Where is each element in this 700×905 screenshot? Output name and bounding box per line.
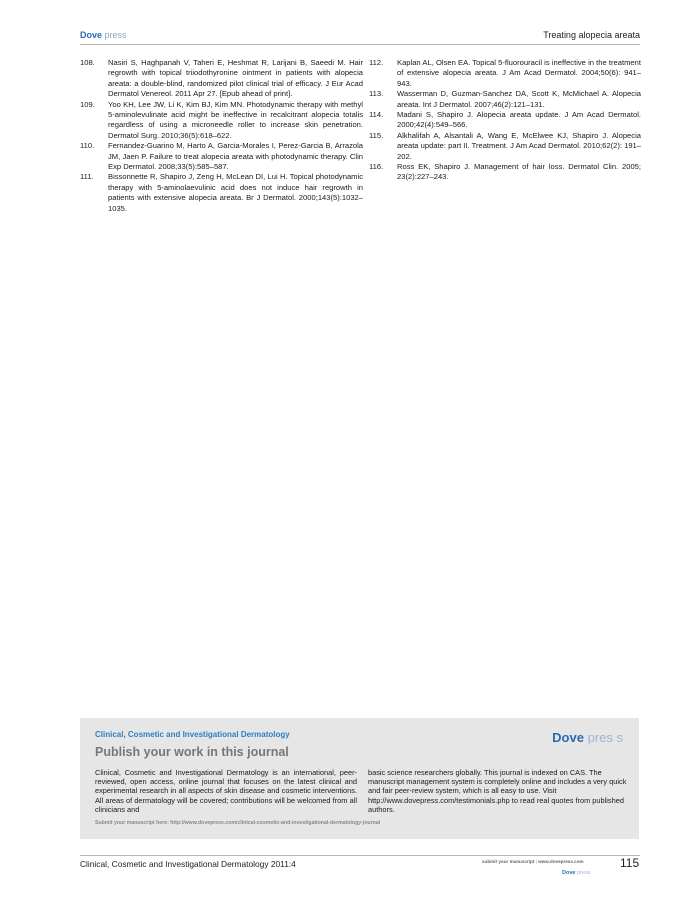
reference-text: Bissonnette R, Shapiro J, Zeng H, McLean DI, Lui H. Topical photodynamic therapy with 5-aminolaevulinic acid does not induce hair regrowth in patients with extensive alopecia areata. Br J Dermatol. 2000;143(5):1032–1035.	[108, 172, 363, 213]
reference-text: Wasserman D, Guzman-Sanchez DA, Scott K, McMichael A. Alopecia areata. Int J Dermatol. 2007;46(2):121–131.	[397, 89, 641, 109]
promo-title: Publish your work in this journal	[95, 745, 289, 759]
footer-brand-suffix: press	[576, 870, 591, 876]
reference-text: Madani S, Shapiro J. Alopecia areata update. J Am Acad Dermatol. 2000;42(4):549–566.	[397, 110, 641, 130]
reference-item	[369, 131, 641, 162]
promo-journal-name: Clinical, Cosmetic and Investigational Dermatology	[95, 730, 290, 739]
reference-number: 109.	[80, 99, 95, 109]
header-divider	[80, 44, 640, 45]
reference-item	[80, 172, 363, 214]
promo-body-right: basic science researchers globally. This journal is indexed on CAS. The manuscript management system is completely online and includes a very quick and fair peer-review system, which is all easy to use. Visit http://www.dovepress.com/testimonials.php to read real quotes from published authors.	[368, 768, 627, 814]
publisher-suffix: press	[104, 30, 127, 40]
reference-number: 115.	[369, 130, 384, 140]
references-column-right	[369, 58, 641, 183]
footer-submit-link[interactable]	[482, 859, 584, 864]
reference-number: 108.	[80, 58, 95, 67]
page-number: 115	[620, 856, 640, 870]
promo-body-left: Clinical, Cosmetic and Investigational Dermatology is an international, peer-reviewed, open access, online journal that focuses on the latest clinical and experimental research in all aspects of skin disease and cosmetic interventions. All areas of dermatology will be covered; contributions will be welcomed from all clinicians and	[95, 768, 357, 814]
running-title: Treating alopecia areata	[543, 30, 640, 40]
reference-text: Nasiri S, Haghpanah V, Taheri E, Heshmat R, Larijani B, Saeedi M. Hair regrowth with topical triiodothyronine ointment in patients with alopecia areata: a double-blind, randomized pilot clinical trial of efficacy. J Eur Acad Dermatol Venereol. 2011 Apr 27. [Epub ahead of print].	[108, 58, 363, 99]
promo-submit-link[interactable]: Submit your manuscript here: http://www.dovepress.com/clinical-cosmetic-and-investigational-dermatology-journal	[95, 820, 381, 826]
reference-item	[80, 100, 363, 142]
promo-logo	[552, 730, 623, 745]
reference-number: 112.	[369, 58, 384, 67]
reference-text: Ross EK, Shapiro J. Management of hair loss. Dermatol Clin. 2005; 23(2):227–243.	[397, 162, 641, 182]
promo-logo-name: Dove	[552, 730, 584, 745]
footer-submit-text[interactable]: submit your manuscript	[482, 859, 535, 864]
publisher-logo	[80, 30, 127, 40]
reference-number: 113.	[369, 89, 384, 99]
footer-brand-name: Dove	[562, 870, 576, 876]
reference-number: 114.	[369, 110, 384, 120]
references-column-left	[80, 58, 363, 214]
reference-text: Kaplan AL, Olsen EA. Topical 5-fluorouracil is ineffective in the treatment of extensive alopecia areata. J Am Acad Dermatol. 2004;50(6): 941–943.	[397, 58, 641, 88]
footer-site[interactable]: www.dovepress.com	[538, 859, 584, 864]
reference-item	[369, 162, 641, 183]
publisher-name: Dove	[80, 30, 103, 40]
reference-number: 116.	[369, 162, 384, 172]
footer-publisher-logo	[562, 870, 590, 876]
reference-number: 111.	[80, 172, 94, 182]
reference-text: Fernandez-Guarino M, Harto A, Garcia-Morales I, Perez-Garcia B, Arrazola JM, Jaen P. Failure to treat alopecia areata with photodynamic therapy. Clin Exp Dermatol. 2008;33(5):585–587.	[108, 141, 363, 172]
journal-promo-box	[80, 718, 639, 839]
reference-item	[369, 110, 641, 131]
footer-separator: |	[535, 859, 537, 864]
promo-logo-suffix: pres s	[587, 730, 623, 745]
reference-item	[369, 89, 641, 110]
reference-text: Alkhalifah A, Alsantali A, Wang E, McElwee KJ, Shapiro J. Alopecia areata update: part II. Treatment. J Am Acad Dermatol. 2010;62(2): 191–202.	[397, 130, 641, 161]
footer-journal-citation: Clinical, Cosmetic and Investigational Dermatology 2011:4	[80, 859, 296, 869]
reference-text: Yoo KH, Lee JW, Li K, Kim BJ, Kim MN. Photodynamic therapy with methyl 5-aminolevulinate acid might be ineffective in recalcitrant alopecia totalis regardless of using a microneedle roller to increase skin penetration. Dermatol Surg. 2010;36(5):618–622.	[108, 99, 363, 140]
reference-item	[80, 58, 363, 100]
reference-item	[369, 58, 641, 89]
footer-divider	[80, 855, 640, 856]
reference-number: 110.	[80, 141, 95, 151]
reference-item	[80, 141, 363, 172]
